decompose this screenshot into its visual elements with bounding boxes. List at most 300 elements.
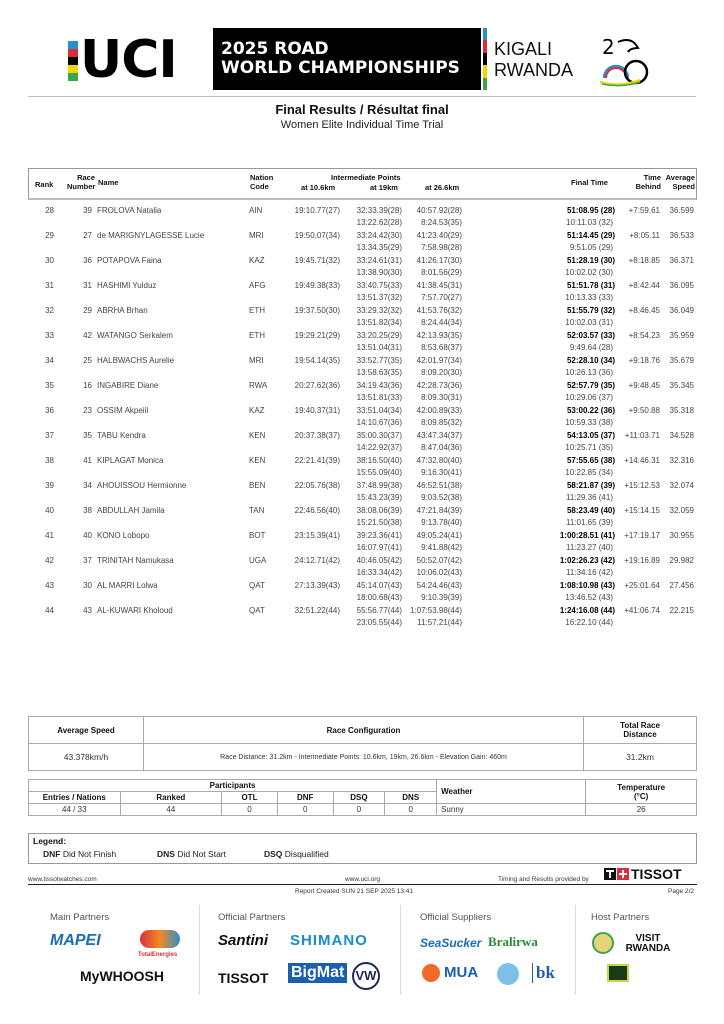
time-behind: +8:05.11 — [629, 231, 660, 240]
ip2-time: 33:52.77(35) — [356, 356, 402, 365]
rank: 32 — [45, 306, 54, 315]
mywhoosh-logo: MyWHOOSH — [80, 968, 164, 984]
event-title-box — [213, 28, 481, 90]
rank: 40 — [45, 506, 54, 515]
final-time: 51:51.78 (31) — [566, 281, 615, 290]
volkswagen-logo: VW — [352, 962, 380, 990]
ip3-time: 41:26.17(30) — [416, 256, 462, 265]
race-number: 43 — [83, 606, 92, 615]
nation-code: BOT — [249, 531, 266, 540]
main-partners-title: Main Partners — [50, 912, 110, 923]
ip2-time: 38:08.06(39) — [356, 506, 402, 515]
ip3-time: 47:32.80(40) — [416, 456, 462, 465]
ip2-split: 15:43.23(39) — [356, 493, 402, 502]
race-number: 27 — [83, 231, 92, 240]
visit-rwanda-logo: VISIT RWANDA — [625, 933, 671, 954]
race-number: 35 — [83, 431, 92, 440]
avg-speed: 36.599 — [669, 206, 694, 215]
final-time: 52:03.57 (33) — [566, 331, 615, 340]
nation-code: UGA — [249, 556, 267, 565]
partners-divider — [199, 905, 200, 995]
rider-name: KIPLAGAT Monica — [97, 456, 164, 465]
event-title-line1: 2025 ROAD — [221, 39, 329, 59]
nation-code: BEN — [249, 481, 266, 490]
ip3-split: 8:53.68(37) — [421, 343, 462, 352]
race-number: 39 — [83, 206, 92, 215]
host-city-line1: KIGALI — [494, 39, 553, 59]
race-number: 36 — [83, 256, 92, 265]
ip3-time: 42:28.73(36) — [416, 381, 462, 390]
page-subtitle: Women Elite Individual Time Trial — [280, 119, 444, 131]
final-split: 16:22.10 (44) — [565, 618, 613, 627]
ip1-time: 22:05.76(38) — [294, 481, 340, 490]
ip2-time: 33:20.25(29) — [356, 331, 402, 340]
col-race-number-line1: Race — [77, 173, 95, 182]
rank: 43 — [45, 581, 54, 590]
ip3-split: 8:24.53(35) — [421, 218, 462, 227]
svg-text:2: 2 — [602, 35, 615, 59]
final-split: 10:26.13 (36) — [565, 368, 613, 377]
bk-logo: bk — [532, 963, 555, 983]
final-time: 1:02:26.23 (42) — [559, 556, 615, 565]
kigali-cyclist-logo-icon — [596, 34, 652, 88]
col-time-behind — [629, 173, 661, 191]
temperature-label — [586, 780, 697, 804]
ip1-time: 19:29.21(29) — [294, 331, 340, 340]
tissot-cross-icon — [617, 868, 629, 880]
col-ip3: at 26.6km — [425, 183, 460, 192]
table-row — [28, 430, 697, 455]
ip3-time: 50:52.07(42) — [416, 556, 462, 565]
avg-speed: 22.215 — [669, 606, 694, 615]
final-split: 9:49.64 (28) — [569, 343, 613, 352]
legend-text: Disqualified — [284, 849, 329, 859]
ip1-time: 22:21.41(39) — [294, 456, 340, 465]
ip2-split: 13:38.90(30) — [356, 268, 402, 277]
official-suppliers-title: Official Suppliers — [420, 912, 492, 923]
final-time: 52:28.10 (34) — [566, 356, 615, 365]
ip3-time: 42:01.97(34) — [416, 356, 462, 365]
ip2-time: 39:23.36(41) — [356, 531, 402, 540]
results-table-body — [28, 205, 697, 630]
ip1-time: 22:46.56(40) — [294, 506, 340, 515]
time-behind: +8:54.23 — [628, 331, 660, 340]
final-split: 11:23.27 (40) — [566, 543, 613, 552]
ranked-header: Ranked — [120, 792, 222, 804]
rider-name: AL MARRI Lolwa — [97, 581, 158, 590]
avg-speed: 32.316 — [669, 456, 694, 465]
rank: 41 — [45, 531, 54, 540]
col-time-behind-line1: Time — [643, 173, 661, 182]
ip3-split: 8:47.04(36) — [421, 443, 462, 452]
ip2-time: 33:40.75(33) — [356, 281, 402, 290]
ip1-time: 19:54.14(35) — [294, 356, 340, 365]
footer-uci-link[interactable]: www.uci.org — [345, 876, 381, 883]
col-time-behind-line2: Behind — [635, 182, 661, 191]
avg-speed: 29.982 — [669, 556, 694, 565]
ip3-time: 49:05.24(41) — [416, 531, 462, 540]
col-final-time: Final Time — [571, 178, 608, 187]
race-number: 30 — [83, 581, 92, 590]
ip2-time: 33:24.42(30) — [356, 231, 402, 240]
mapei-logo: MAPEI — [50, 932, 101, 949]
ip1-time: 19:10.77(27) — [294, 206, 340, 215]
totalenergies-logo-icon — [140, 930, 180, 948]
ip3-split: 8:01.56(29) — [421, 268, 462, 277]
ip3-split: 8:09.85(32) — [421, 418, 462, 427]
rider-name: ABRHA Brhan — [97, 306, 148, 315]
ip2-time: 55:56.77(44) — [356, 606, 402, 615]
dsq-header: DSQ — [333, 792, 385, 804]
final-split: 10:02.03 (31) — [565, 318, 613, 327]
rider-name: AL-KUWARI Kholoud — [97, 606, 173, 615]
host-city — [494, 39, 573, 81]
nation-code: AIN — [249, 206, 263, 215]
rank: 37 — [45, 431, 54, 440]
avg-speed: 30.955 — [669, 531, 694, 540]
header-divider — [28, 96, 696, 97]
mua-logo-icon — [422, 964, 440, 982]
race-summary-table — [28, 716, 697, 771]
ip3-split: 9:10.39(39) — [421, 593, 462, 602]
ip3-time: 41:53.76(32) — [416, 306, 462, 315]
final-split: 11:34.16 (42) — [566, 568, 613, 577]
host-city-line2: RWANDA — [494, 60, 574, 80]
uci-rainbow-stripes — [68, 41, 78, 81]
col-avg-speed-line1: Average — [665, 173, 695, 182]
ip2-time: 38:16.50(40) — [356, 456, 402, 465]
avg-speed: 35.318 — [669, 406, 694, 415]
ip2-split: 16:33.34(42) — [356, 568, 402, 577]
ip3-split: 9:16.30(41) — [421, 468, 462, 477]
tissot-partner-logo: TISSOT — [218, 970, 269, 986]
nation-code: ETH — [249, 331, 265, 340]
rank: 35 — [45, 381, 54, 390]
table-row — [28, 405, 697, 430]
nation-code: RWA — [249, 381, 268, 390]
avg-speed: 35.679 — [669, 356, 694, 365]
time-behind: +19:16.89 — [624, 556, 660, 565]
table-row — [28, 280, 697, 305]
rank: 34 — [45, 356, 54, 365]
col-nation-line1: Nation — [250, 173, 274, 182]
official-partners-title: Official Partners — [218, 912, 286, 923]
entries-value: 44 / 33 — [29, 804, 121, 816]
partners-divider — [575, 905, 576, 995]
ip3-time: 1:07:53.98(44) — [409, 606, 462, 615]
ip2-time: 34:19.43(36) — [356, 381, 402, 390]
ip2-split: 13:51.37(32) — [356, 293, 402, 302]
santini-logo: Santini — [218, 932, 269, 949]
entries-header: Entries / Nations — [29, 792, 121, 804]
uci-logo: UCI — [80, 30, 177, 90]
col-nation — [250, 173, 273, 191]
shimano-logo: SHIMANO — [290, 932, 368, 949]
avg-speed: 35.345 — [669, 381, 694, 390]
participants-table — [28, 779, 697, 816]
final-time: 53:00.22 (36) — [566, 406, 615, 415]
col-avg-speed-line2: Speed — [672, 182, 695, 191]
legend-item-dnf — [43, 849, 116, 859]
rider-name: AHOUISSOU Hermionne — [97, 481, 187, 490]
avg-speed: 32.059 — [669, 506, 694, 515]
weather-label: Weather — [437, 780, 586, 804]
ip2-time: 33:29.32(32) — [356, 306, 402, 315]
ip2-split: 23:05.55(44) — [356, 618, 402, 627]
weather-value: Sunny — [437, 804, 586, 816]
time-behind: +7:59.61 — [628, 206, 660, 215]
ip3-split: 8:09.20(30) — [421, 368, 462, 377]
col-race-number — [67, 173, 95, 191]
table-row — [28, 505, 697, 530]
rider-name: HASHIMI Yulduz — [97, 281, 157, 290]
table-row — [28, 355, 697, 380]
ip2-time: 32:33.39(28) — [356, 206, 402, 215]
footer-timing-text: Timing and Results provided by — [498, 876, 589, 883]
time-behind: +8:46.45 — [628, 306, 660, 315]
rainbow-stripe — [483, 28, 487, 90]
table-row — [28, 480, 697, 505]
rider-name: FROLOVA Natalia — [97, 206, 162, 215]
rwanda-cycling-federation-icon — [607, 964, 629, 982]
rank: 39 — [45, 481, 54, 490]
page-title: Final Results / Résultat final — [275, 102, 449, 117]
time-behind: +8:18.85 — [628, 256, 660, 265]
rider-name: TABU Kendra — [97, 431, 146, 440]
final-split: 9:51.05 (29) — [569, 243, 613, 252]
table-row — [28, 530, 697, 555]
final-time: 58:23.49 (40) — [566, 506, 615, 515]
rider-name: INGABIRE Diane — [97, 381, 159, 390]
rank: 44 — [45, 606, 54, 615]
avg-speed: 36.533 — [669, 231, 694, 240]
rider-name: WATANGO Serkalem — [97, 331, 173, 340]
time-behind: +41:06.74 — [624, 606, 660, 615]
table-row — [28, 305, 697, 330]
legend-item-dns — [157, 849, 226, 859]
ip2-split: 15:55.09(40) — [356, 468, 402, 477]
footer-divider — [28, 884, 697, 885]
race-number: 25 — [83, 356, 92, 365]
nation-code: KEN — [249, 456, 266, 465]
final-split: 11:01.65 (39) — [566, 518, 613, 527]
legend-text: Did Not Start — [177, 849, 226, 859]
total-distance-label-line1: Total Race — [620, 721, 660, 730]
race-config-value: Race Distance: 31.2km - Intermediate Points: 10.6km, 19km, 26.6km - Elevation Gain: 460m — [144, 744, 584, 771]
ip2-split: 13:51.81(33) — [356, 393, 402, 402]
race-number: 38 — [83, 506, 92, 515]
event-header — [66, 28, 666, 90]
col-nation-line2: Code — [250, 182, 269, 191]
avg-speed: 36.049 — [669, 306, 694, 315]
nation-code: TAN — [249, 506, 265, 515]
dns-value: 0 — [385, 804, 437, 816]
rank: 38 — [45, 456, 54, 465]
rider-name: OSSIM Akpeiil — [97, 406, 149, 415]
rank: 31 — [45, 281, 54, 290]
rank: 29 — [45, 231, 54, 240]
final-time: 57:55.65 (38) — [566, 456, 615, 465]
race-number: 29 — [83, 306, 92, 315]
col-race-number-line2: Number — [67, 182, 96, 191]
race-number: 31 — [83, 281, 92, 290]
rider-name: ABDULLAH Jamila — [97, 506, 165, 515]
rider-name: KONO Lobopo — [97, 531, 150, 540]
avg-speed: 34.528 — [669, 431, 694, 440]
partners-divider — [400, 905, 401, 995]
ip2-time: 33:24.61(31) — [356, 256, 402, 265]
ip3-time: 41:23.40(29) — [416, 231, 462, 240]
ip1-time: 32:51.22(44) — [294, 606, 340, 615]
nation-code: MRI — [249, 231, 264, 240]
rank: 30 — [45, 256, 54, 265]
ip2-split: 14:22.92(37) — [356, 443, 402, 452]
bralirwa-logo: Bralirwa — [488, 934, 538, 949]
ip2-time: 40:46.05(42) — [356, 556, 402, 565]
final-time: 51:08.95 (28) — [566, 206, 615, 215]
avg-speed: 36.371 — [669, 256, 694, 265]
ip2-split: 13:22.62(28) — [356, 218, 402, 227]
ip2-split: 18:00.68(43) — [356, 593, 402, 602]
total-distance-label — [584, 717, 697, 744]
table-row — [28, 330, 697, 355]
race-number: 42 — [83, 331, 92, 340]
time-behind: +15:14.15 — [624, 506, 660, 515]
rank: 28 — [45, 206, 54, 215]
bigmat-logo: BigMat — [288, 963, 347, 983]
final-split: 10:29.06 (37) — [565, 393, 613, 402]
final-time: 52:57.79 (35) — [566, 381, 615, 390]
nation-code: KAZ — [249, 256, 265, 265]
ip3-time: 40:57.92(28) — [416, 206, 462, 215]
ip1-time: 19:40.37(31) — [294, 406, 340, 415]
table-row — [28, 380, 697, 405]
ip2-split: 14:10.67(36) — [356, 418, 402, 427]
ip3-split: 7:58.98(28) — [421, 243, 462, 252]
rider-name: de MARIGNYLAGESSE Lucie — [97, 231, 205, 240]
temperature-label-line1: Temperature — [617, 782, 666, 792]
total-distance-value: 31.2km — [584, 744, 697, 771]
time-behind: +9:50.88 — [628, 406, 660, 415]
ip3-split: 8:24.44(34) — [421, 318, 462, 327]
ip1-time: 19:37.50(30) — [294, 306, 340, 315]
legend-box — [28, 833, 697, 864]
dnf-header: DNF — [277, 792, 333, 804]
legend-code: DSQ — [264, 849, 283, 859]
ip3-time: 46:52.51(38) — [416, 481, 462, 490]
race-number: 34 — [83, 481, 92, 490]
ip2-split: 13:51.82(34) — [356, 318, 402, 327]
ip3-time: 54:24.46(43) — [416, 581, 462, 590]
table-row — [28, 230, 697, 255]
page-number: Page 2/2 — [668, 888, 695, 895]
time-behind: +8:42.44 — [628, 281, 660, 290]
avg-speed: 36.095 — [669, 281, 694, 290]
ip2-time: 35:00.30(37) — [356, 431, 402, 440]
col-avg-speed — [663, 173, 695, 191]
table-row — [28, 205, 697, 230]
temperature-label-line2: (°C) — [634, 791, 649, 801]
final-time: 51:28.19 (30) — [566, 256, 615, 265]
ip3-split: 9:13.78(40) — [421, 518, 462, 527]
final-time: 1:24:16.08 (44) — [559, 606, 615, 615]
footer-tissot-link[interactable]: www.tissotwatches.com — [28, 876, 97, 883]
otl-value: 0 — [222, 804, 278, 816]
final-time: 58:21.87 (39) — [566, 481, 615, 490]
col-ip1: at 10.6km — [301, 183, 336, 192]
ip1-time: 23:15.39(41) — [294, 531, 340, 540]
ranked-value: 44 — [120, 804, 222, 816]
final-split: 10:25.71 (35) — [565, 443, 613, 452]
ip2-split: 15:21.50(38) — [356, 518, 402, 527]
ip1-time: 20:37.38(37) — [294, 431, 340, 440]
mua-logo: MUA — [444, 964, 479, 981]
seasucker-logo: SeaSucker — [420, 936, 482, 950]
ip3-split: 10:06.02(43) — [416, 568, 462, 577]
race-number: 23 — [83, 406, 92, 415]
time-behind: +9:18.76 — [628, 356, 660, 365]
rwanda-coat-of-arms-icon — [592, 932, 614, 954]
ip3-time: 47:21.84(39) — [416, 506, 462, 515]
rider-name: POTAPOVA Faina — [97, 256, 162, 265]
total-distance-label-line2: Distance — [623, 730, 657, 739]
totalenergies-logo: TotalEnergies — [138, 952, 178, 958]
col-rank: Rank — [35, 180, 54, 189]
nation-code: QAT — [249, 581, 265, 590]
report-created: Report Created SUN 21 SEP 2025 13:41 — [295, 888, 414, 895]
ip1-time: 19:45.71(32) — [294, 256, 340, 265]
ip3-split: 9:41.88(42) — [421, 543, 462, 552]
final-split: 10:13.33 (33) — [565, 293, 613, 302]
otl-header: OTL — [222, 792, 278, 804]
final-split: 13:46.52 (43) — [565, 593, 613, 602]
time-behind: +14:46.31 — [624, 456, 660, 465]
nation-code: ETH — [249, 306, 265, 315]
avg-speed-label: Average Speed — [29, 717, 144, 744]
ip3-time: 42:00.89(33) — [416, 406, 462, 415]
ip1-time: 19:49.38(33) — [294, 281, 340, 290]
ip1-time: 24:12.71(42) — [294, 556, 340, 565]
rank: 42 — [45, 556, 54, 565]
final-time: 51:14.45 (29) — [566, 231, 615, 240]
time-behind: +17:19.17 — [624, 531, 660, 540]
event-title-line2: WORLD CHAMPIONSHIPS — [221, 58, 460, 78]
host-partners-title: Host Partners — [591, 912, 650, 923]
nation-code: MRI — [249, 356, 264, 365]
nation-code: KEN — [249, 431, 266, 440]
final-split: 10:02.02 (30) — [565, 268, 613, 277]
table-row — [28, 255, 697, 280]
ip3-time: 42:13.93(35) — [416, 331, 462, 340]
ip1-time: 19:50.07(34) — [294, 231, 340, 240]
rider-name: TRINITAH Namukasa — [97, 556, 174, 565]
ip3-split: 9:03.52(38) — [421, 493, 462, 502]
nation-code: KAZ — [249, 406, 265, 415]
col-intermediate-points: Intermediate Points — [331, 173, 401, 182]
race-number: 16 — [83, 381, 92, 390]
ip2-split: 13:58.63(35) — [356, 368, 402, 377]
table-row — [28, 605, 697, 630]
ip2-time: 45:14.07(43) — [356, 581, 402, 590]
ip2-time: 33:51.04(34) — [356, 406, 402, 415]
table-row — [28, 455, 697, 480]
race-number: 41 — [83, 456, 92, 465]
time-behind: +15:12.53 — [624, 481, 660, 490]
time-behind: +11:03.71 — [624, 431, 660, 440]
ip3-time: 41:38.45(31) — [416, 281, 462, 290]
table-row — [28, 580, 697, 605]
final-split: 11:29.36 (41) — [566, 493, 613, 502]
